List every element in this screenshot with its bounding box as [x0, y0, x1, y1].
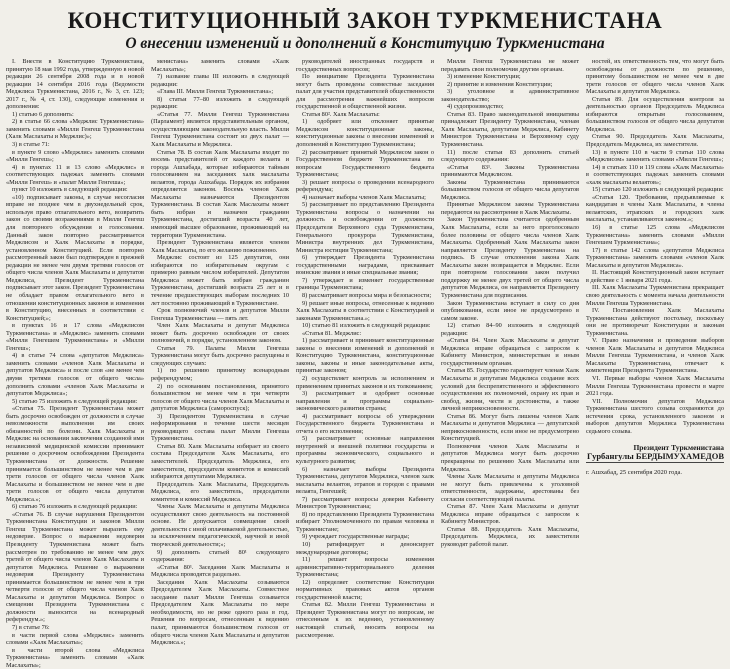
article-paragraph: Статья 79. Палаты Милли Генгеша Туркменистана могут быть досрочно распущены в следующих случаях:	[151, 344, 289, 367]
article-paragraph: руководителей иностранных государств и государственных вопросов;	[296, 58, 434, 73]
article-paragraph: Принятые Меджлисом законы Туркменистана передаются на рассмотрение в Халк Маслахаты.	[441, 201, 579, 216]
article-paragraph: 11) решает вопросы изменения административно-территориального деления Туркменистана;	[296, 556, 434, 579]
article-paragraph: 5) рассматривает основные направления внутренней и внешней политики государства и программы экономического, социального и культурного развития;	[296, 435, 434, 465]
article-paragraph: 13) в пункте 110 в части 9 статьи 110 слова «Меджлисом» заменить словами «Милли Генгеш»;	[586, 148, 724, 164]
article-column-1	[6, 58, 144, 669]
article-paragraph: «Глава III. Милли Генгеш Туркменистана»;	[157, 88, 274, 96]
article-paragraph: Полномочия членов Халк Маслахаты и депутатов Меджлиса могут быть досрочно прекращены по решению Халк Маслахаты или Меджлиса.	[441, 442, 579, 473]
article-paragraph: 9) решает иные вопросы, отнесенные к ведению Халк Маслахаты в соответствии с Конституцией и законами Туркменистана.»;	[296, 299, 434, 322]
article-paragraph: 7) название главы III изложить в следующей редакции:	[151, 73, 289, 88]
article-paragraph: 7) рассматривает вопросы доверия Кабинету Министров Туркменистана;	[296, 495, 434, 511]
article-paragraph: Заседания Халк Маслахаты созываются Председателем Халк Маслахаты. Совместное заседание палат Милли Генгеша созывается Председателем Халк Маслахаты по мере необходимости, но не реже одного раза в год. Решения по вопросам, отнесенным к ведению палат, принимаются большинством голосов от общего числа членов Халк Маслахаты и депутатов Меджлиса.»;	[151, 578, 289, 647]
article-paragraph: I. Внести в Конституцию Туркменистана, принятую 18 мая 1992 года, утвержденную в новой редакции 26 сентября 2008 года и в новой редакции 14 сентября 2016 года (Ведомости Меджлиса Туркменистана, 2016 г., № 3, ст. 123; 2017 г., № 4, ст. 130), следующие изменения и дополнения:	[6, 58, 144, 111]
article-paragraph: в части первой слова «Меджлис» заменить словами «Халк Маслахаты»;	[6, 631, 144, 647]
article-paragraph: 3) Президентом Туркменистана в случае неформирования в течение шести месяцев руководящего состава палат Милли Генгеша Туркменистана.	[151, 412, 289, 443]
article-paragraph: 6) статью 76 изложить в следующей редакции:	[12, 503, 138, 511]
article-paragraph: 15) статью 120 изложить в следующей редакции:	[592, 186, 724, 194]
article-paragraph: VII. Полномочия депутатов Меджлиса Туркменистана шестого созыва сохраняются до истечения срока, установленного законом и выборов депутатов Меджлиса Туркменистана седьмого созыва.	[586, 397, 724, 435]
signature-role: Президент Туркменистана	[633, 443, 724, 453]
article-paragraph: Статья 78. В состав Халк Маслахаты входят по восемь представителей от каждого велаята и города Ашхабада, которые избираются тайным голосованием на заседаниях халк маслахаты велаятов, города Ашхабада. Порядок их избрания определяется законом. Восемь членов Халк Маслахаты назначаются Президентом Туркменистана. В состав Халк Маслахаты может быть избран и назначен гражданин Туркменистана, достигший возраста 40 лет, имеющий высшее образование, проживающий на территории Туркменистана.	[151, 148, 289, 239]
article-paragraph: 8) рассматривает вопросы мира и безопасности;	[302, 291, 432, 299]
article-paragraph: Срок полномочий членов и депутатов Милли Генгеша Туркменистана — пять лет.	[151, 307, 289, 322]
article-paragraph: 17) в статье 142 слова «депутатов Меджлиса Туркменистана» заменить словами «членов Халк Маслахаты и депутатов Меджлиса».	[586, 246, 724, 269]
article-paragraph: 5) статью 75 изложить в следующей редакции:	[12, 397, 138, 405]
page-subtitle: О внесении изменений и дополнений в Конституцию Туркменистана	[125, 35, 605, 52]
article-paragraph: «10) подписывает законы, в случае несогласия вправе не позднее чем в двухнедельный срок, используя право отлагательного вето, возвратить закон со своими возражениями в Милли Генгеш для повторного обсуждения и голосования. Данный закон повторно рассматривается Меджлисом и Халк Маслахаты в порядке, установленном Конституцией. Если повторно рассмотренный закон был подтвержден в прежней редакции не менее чем двумя третями голосов от общего числа членов Халк Маслахаты и депутатов Меджлиса, Президент Туркменистана подписывает этот закон. Президент Туркменистана не обладает правом отлагательного вето в отношении конституционных законов и изменения в Конституцию, внесенных в соответствии с Конституцией;»;	[6, 193, 144, 322]
page-title: КОНСТИТУЦИОННЫЙ ЗАКОН ТУРКМЕНИСТАНА	[67, 8, 663, 33]
article-column-2	[151, 58, 289, 669]
article-paragraph: Статья 80. Халк Маслахаты избирает из своего состава Председателя Халк Маслахаты, его заместителей. Председатель Меджлиса, его заместители, председатели комитетов и комиссий избираются депутатами Меджлиса.	[151, 442, 289, 481]
article-paragraph: 3) в статье 71:	[12, 141, 50, 149]
article-column-5	[586, 58, 724, 669]
article-paragraph: 12) статью 84–90 изложить в следующей редакции:	[441, 322, 579, 337]
article-paragraph: 4) в статье 74 слова «депутатов Меджлиса» заменить словами «членов Халк Маслахаты и депутатов Меджлиса» и после слов «не менее чем двумя третями голосов от общего числа» дополнить словами «членов Халк Маслахаты и депутатов Меджлиса»;	[6, 352, 144, 398]
article-paragraph: «Статья 76. В случае нарушения Президентом Туркменистана Конституции и законов Милли Генгеш Туркменистана может выразить ему недоверие. Вопрос о выражении недоверия Президенту Туркменистана может быть рассмотрен по требованию не менее чем двух третей от общего числа членов Халк Маслахаты и депутатов Меджлиса. Решение о выражении недоверия Президенту Туркменистана принимается большинством не менее чем в три четверти голосов от общего числа членов Халк Маслахаты и депутатов Меджлиса. Вопрос о смещении Президента Туркменистана с должности выносится на всенародный референдум.»;	[6, 510, 144, 624]
article-paragraph: ностей, их ответственность тем, что могут быть освобождены от должности по решению, принятому большинством не менее чем в две трети голосов от общего числа членов Халк Маслахаты и депутатов Меджлиса.	[586, 58, 724, 96]
article-paragraph: По инициативе Президента Туркменистана могут быть проведены совместные заседания палат для участия представителей общественности для рассмотрения важнейших вопросов государственной и общественной жизни.	[296, 73, 434, 111]
divider	[586, 462, 724, 463]
article-paragraph: 4) назначает выборы членов Халк Маслахаты;	[302, 193, 426, 201]
article-paragraph: 2) в статье 66 слова «Меджлис Туркменистана» заменить словами «Милли Генгеш Туркменистана (Халк Маслахаты и Меджлис)»;	[6, 118, 144, 141]
article-paragraph: IV. Постановления Халк Маслахаты Туркменистана действуют постольку, поскольку они не противоречат Конституции и законам Туркменистана.	[586, 307, 724, 337]
article-paragraph: 2) рассматривает принятый Меджлисом закон о Государственном бюджете Туркменистана по вопросам Государственного бюджета Туркменистана;	[296, 148, 434, 179]
article-paragraph: 1) одобряет или отклоняет принятые Меджлисом конституционные законы, конституционные законы о внесении изменений и дополнений в Конституцию Туркменистана;	[296, 118, 434, 149]
article-paragraph: в пункте 9 слово «Меджлис» заменить словами «Милли Генгеш»;	[6, 148, 144, 164]
article-paragraph: 4) в пунктах 11 и 13 слово «Меджлис» в соответствующих падежах заменить словами «Милли Генгеш» и «палат Милли Генгеша»;	[6, 163, 144, 186]
dateline: г. Ашхабад, 25 сентября 2020 года.	[586, 469, 683, 477]
article-paragraph: 8) статьи 77–80 изложить в следующей редакции:	[151, 95, 289, 111]
article-columns	[6, 58, 724, 669]
article-paragraph: 8) по представлению Президента Туркменистана избирает Уполномоченного по правам человека в Туркменистане;	[296, 510, 434, 533]
article-paragraph: 9) учреждает государственные награды;	[302, 533, 410, 541]
article-paragraph: 7) в статье 76:	[12, 624, 50, 632]
article-paragraph: 11) после статьи 83 дополнить статьей следующего содержания:	[441, 148, 579, 164]
signature-block	[586, 443, 724, 461]
article-paragraph: Члены Халк Маслахаты и депутаты Меджлиса не могут быть привлечены к уголовной ответственности, задержаны, арестованы без согласия соответствующей палаты.	[441, 473, 579, 503]
article-paragraph: 1) по решению принятому всенародным референдумом;	[151, 367, 289, 382]
article-paragraph: Статья 82. Милли Генгеш Туркменистана и Президент Туркменистана могут по вопросам, не отнесенным к их ведению, установленному настоящей статьей, вносить вопросы на рассмотрение.	[296, 601, 434, 639]
article-paragraph: в части второй слова «Меджлиса Туркменистана» заменить словами «Халк Маслахаты»;	[6, 646, 144, 669]
article-paragraph: 3) изменение Конституции;	[447, 73, 521, 81]
article-paragraph: Статья 90. Председатель Халк Маслахаты, Председатель Меджлиса, их заместители.	[586, 133, 724, 149]
article-paragraph: в пунктах 16 и 17 слова «Меджлисом Туркменистана» и «Меджлис» заменить словами «Милли Генгешем Туркменистана» и «Милли Генгеш»;	[6, 322, 144, 352]
article-paragraph: 1) рассматривает и принимает конституционные законы о внесении изменений и дополнений в Конституцию Туркменистана, конституционные законы, законы и иные законодательные акты, принятые законом;	[296, 337, 434, 375]
article-paragraph: Статья 83. Право законодательной инициативы принадлежит Президенту Туркменистана, членам Халк Маслахаты, депутатам Меджлиса, Кабинету Министров Туркменистана и Верховному суду Туркменистана.	[441, 110, 579, 149]
article-paragraph: Меджлис состоит из 125 депутатов, они избираются по избирательным округам с примерно равным числом избирателей. Депутатом Меджлиса может быть избран гражданин Туркменистана, достигший возраста 25 лет и в течение предшествующих выборам последних 10 лет постоянно проживающий в Туркменистане.	[151, 254, 289, 307]
article-paragraph: «Статья 77. Милли Генгеш Туркменистана (Парламент) является представительным органом, осуществляющим законодательную власть. Милли Генгеш Туркменистана состоит из двух палат — Халк Маслахаты и Меджлиса.	[151, 110, 289, 149]
article-paragraph: Статья 87. Член Халк Маслахаты и депутат Меджлиса вправе обращаться с запросом к Кабинету Министров.	[441, 503, 579, 526]
article-paragraph: 3) рассматривает и одобряет основные направления и программы социально-экономического развития страны;	[296, 390, 434, 413]
article-paragraph: 10) статью 81 изложить в следующей редакции:	[302, 322, 431, 330]
article-column-3	[296, 58, 434, 669]
article-paragraph: V. Право назначения и проведения выборов членов Халк Маслахаты и депутатов Меджлиса Милли Генгеша Туркменистана, и членов Халк Маслахаты Туркменистана, отвечает к компетенции Президента Туркменистана.	[586, 337, 724, 375]
article-paragraph: «Статья 81. Меджлис:	[302, 329, 362, 337]
article-paragraph: Закон Туркменистана вступает в силу со дня опубликования, если иное не предусмотрено в самом законе.	[441, 299, 579, 322]
article-paragraph: Статья 88. Председатель Халк Маслахаты, Председатель Меджлиса, их заместители руководят работой палат.	[441, 525, 579, 548]
article-paragraph: пункт 10 изложить в следующей редакции:	[12, 186, 128, 194]
article-column-5-body	[586, 58, 724, 435]
article-paragraph: 2) по основаниям постановления, принятого большинством не менее чем в три четверти голосов от общего числа членов Халк Маслахаты и депутатов Меджлиса (самороспуск);	[151, 382, 289, 413]
article-column-4	[441, 58, 579, 669]
article-paragraph: 4) судопроизводство;	[447, 103, 504, 111]
article-paragraph: Статья 89. Для осуществления контроля за деятельностью органов Председатель Меджлиса избираются открытым голосованием, большинством голосов от общего числа депутатов Меджлиса.	[586, 95, 724, 133]
article-paragraph: VI. Первые выборы членов Халк Маслахаты Милли Генгеша Туркменистана провести в марте 2021 года.	[586, 374, 724, 398]
signature-name: Гурбангулы БЕРДЫМУХАМЕДОВ	[586, 451, 724, 462]
article-paragraph: 6) утверждает Президента Туркменистана государственными наградами, присваивает воинские звания и иные специальные звания;	[296, 254, 434, 277]
article-paragraph: 14) в статьях 110 и 119 слова «Халк Маслахаты» в соответствующих падежах заменить словами «халк маслахаты велаятов»;	[586, 163, 724, 186]
article-paragraph: 10) ратифицирует и денонсирует международные договоры;	[296, 541, 434, 556]
article-paragraph: II. Настоящий Конституционный закон вступает в действие с 1 января 2021 года.	[586, 269, 724, 284]
article-paragraph: Статья 86. Могут быть лишены членов Халк Маслахаты и депутатов Меджлиса — депутатской неприкосновенности, если иное не предусмотрено Конституцией.	[441, 412, 579, 443]
article-paragraph: 4) рассматривает вопросы об утверждении Государственного бюджета Туркменистана и отчета о его исполнении;	[296, 412, 434, 435]
article-paragraph: Милли Генгеш Туркменистана не может передавать свои полномочия другим органам.	[441, 58, 579, 73]
article-paragraph: 1) статью 6 дополнить:	[12, 110, 74, 118]
article-paragraph: Законы Туркменистана принимаются большинством голосов от общего числа депутатов Меджлиса.	[441, 178, 579, 201]
article-paragraph: 6) назначает выборы Президента Туркменистана, депутатов Меджлиса, членов халк маслахаты велаятов, этрапов и городов с правами велаята, Генгешей;	[296, 465, 434, 496]
article-paragraph: 7) утверждает и изменяет государственные границы Туркменистана;	[296, 276, 434, 292]
article-paragraph: III. Халк Маслахаты Туркменистана прекращает свою деятельность с момента начала деятельности Милли Генгеша Туркменистана.	[586, 284, 724, 307]
article-paragraph: «Статья 120. Требования, предъявляемые к кандидатам в члены Халк Маслахаты, в члены велаятских, этрапских и городских халк маслахаты, устанавливаются законом.»;	[586, 193, 724, 224]
article-paragraph: Статья 80². Халк Маслахаты:	[302, 110, 380, 118]
article-paragraph: 3) уголовное и административное законодательство;	[441, 88, 579, 103]
article-paragraph: менистана» заменить словами «Халк Маслахаты»;	[151, 58, 289, 73]
article-paragraph: Председатель Халк Маслахаты, Председатель Меджлиса, его заместитель, председатели комитетов и комиссий Меджлиса.	[151, 480, 289, 503]
article-paragraph: «Статья 75. Президент Туркменистана может быть досрочно освобожден от должности в случае невозможности выполнения им своих обязанностей по болезни. Халк Маслахаты и Меджлис на основании заключения созданной ими независимой медицинской комиссии принимают решение о досрочном освобождении Президента Туркменистана от должности. Решение принимается большинством не менее чем в две трети голосов от общего числа членов Халк Маслахаты и большинством не менее чем в две трети голосов от общего числа депутатов Меджлиса.»;	[6, 405, 144, 503]
article-paragraph: 12) определяет соответствие Конституции нормативных правовых актов органов государственной власти;	[296, 578, 434, 601]
article-paragraph: 2) принятие и изменения Конституции;	[447, 80, 553, 88]
article-paragraph: «Статья 84. Член Халк Маслахаты и депутат Меджлиса вправе обращаться с запросом к Кабинету Министров, министерствам и иным государственным органам.	[441, 337, 579, 367]
article-paragraph: Член Халк Маслахаты и депутат Меджлиса может быть досрочно освобожден от своих полномочий, в порядке, установленном законом.	[151, 322, 289, 345]
article-paragraph: 2) осуществляет контроль за исполнением и применением принятых законов и их толкованием;	[296, 374, 434, 390]
article-paragraph: 5) рассматривает по представлению Президента Туркменистана вопросы о назначении на должность и освобождении от должности Председателя Верховного суда Туркменистана, Генерального прокурора Туркменистана, Министра внутренних дел Туркменистана, Министра юстиции Туркменистана;	[296, 201, 434, 254]
article-paragraph: Члены Халк Маслахаты и депутаты Меджлиса осуществляют свою деятельность на постоянной основе. Не допускается совмещение своей деятельности с иной оплачиваемой деятельностью, за исключением педагогической, научной и иной творческой деятельности;»;	[151, 503, 289, 548]
article-paragraph: 16) в статье 125 слова «Меджлисом Туркменистана» заменить словами «Милли Генгешем Туркменистана»;	[586, 224, 724, 247]
article-paragraph: 3) решает вопросы о проведении всенародного референдума;	[296, 178, 434, 194]
article-paragraph: Закон Туркменистана считается одобренным Халк Маслахаты, если за него проголосовало более половины от общего числа членов Халк Маслахаты. Одобренный Халк Маслахаты закон направляется Президенту Туркменистана на подпись. В случае отклонения закона Халк Маслахаты закон возвращается в Меджлис. Если при повторном голосовании закон получил поддержку не менее двух третей от общего числа депутатов Меджлиса, он направляется Президенту Туркменистана для подписания.	[441, 216, 579, 299]
article-paragraph: Статья 85. Государство гарантирует членам Халк Маслахаты и депутатам Меджлиса создание всех условий для беспрепятственного и эффективного осуществления их полномочий, охрану их прав и свобод, жизни, чести и достоинства, а также личной неприкосновенности.	[441, 367, 579, 413]
article-paragraph: 9) дополнить статьей 80¹ следующего содержания:	[151, 548, 289, 564]
article-paragraph: Президент Туркменистана является членом Халк Маслахаты, по его желанию пожизненно.	[151, 239, 289, 254]
article-paragraph: «Статья 80¹. Заседания Халк Маслахаты и Меджлиса проводятся раздельно.	[151, 563, 289, 579]
article-paragraph: «Статья 83¹. Законы Туркменистана принимаются Меджлисом.	[441, 163, 579, 179]
